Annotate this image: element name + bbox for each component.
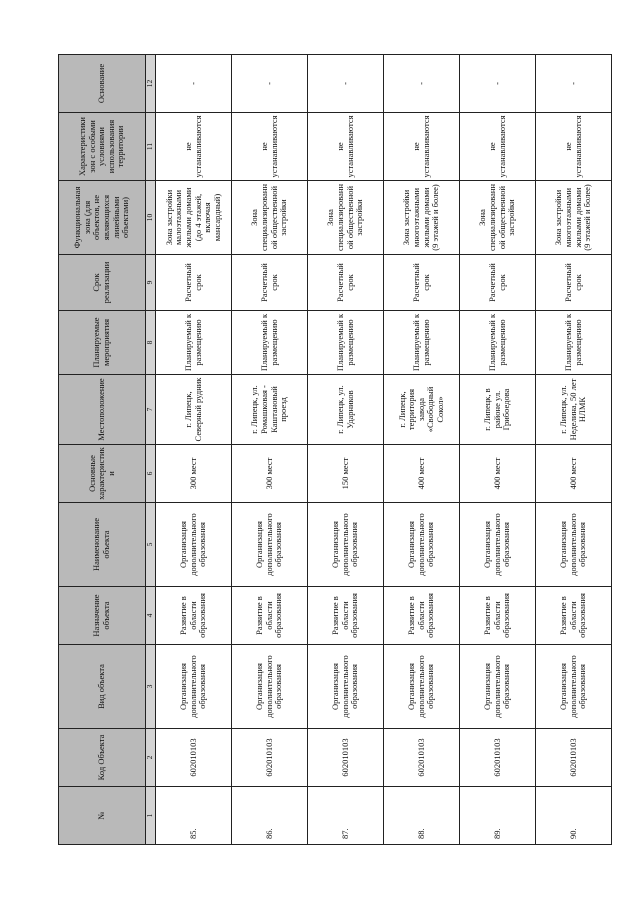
cell-basis: - [384,55,460,113]
cell-number: 87. [308,787,384,845]
cell-basis: - [232,55,308,113]
cell-number: 86. [232,787,308,845]
table-row [308,55,384,845]
col-header-term: Срок реализации [59,255,146,311]
col-number: 9 [146,255,156,311]
cell-type: Организация дополнительного образования [308,645,384,729]
col-header-location: Местоположение [59,375,146,445]
cell-location: г. Липецк, в районе ул. Грибоедова [460,375,536,445]
cell-functional-zone: Зона застройки многоэтажными жилыми домами (9 этажей и более) [384,181,460,255]
cell-activities: Планируемый к размещению [156,311,232,375]
table-row [536,55,612,845]
col-header-basis: Основание [59,55,146,113]
cell-code: 602010103 [384,729,460,787]
table-row [232,55,308,845]
col-number: 2 [146,729,156,787]
cell-name: Организация дополнительного образования [308,503,384,587]
col-number: 10 [146,181,156,255]
col-number: 5 [146,503,156,587]
cell-functional-zone: Зона застройки малоэтажными жилыми домами (до 4 этажей, включая мансардный) [156,181,232,255]
cell-functional-zone: Зона застройки многоэтажными жилыми домами (9 этажей и более) [536,181,612,255]
table-row [156,55,232,845]
cell-basis: - [536,55,612,113]
cell-characteristics: 150 мест [308,445,384,503]
cell-term: Расчетный срок [308,255,384,311]
cell-activities: Планируемый к размещению [384,311,460,375]
cell-code: 602010103 [156,729,232,787]
cell-number: 88. [384,787,460,845]
table-row [460,55,536,845]
col-header-activities: Планируемые мероприятия [59,311,146,375]
rotated-table-wrapper [58,55,598,845]
cell-name: Организация дополнительного образования [384,503,460,587]
col-number: 8 [146,311,156,375]
cell-term: Расчетный срок [384,255,460,311]
cell-basis: - [308,55,384,113]
col-header-purpose: Назначение объекта [59,587,146,645]
col-header-functional-zone: Функциональная зона (для объектов, не являющихся линейными объектами) [59,181,146,255]
cell-characteristics: 300 мест [232,445,308,503]
col-number: 3 [146,645,156,729]
cell-location: г. Липецк, ул. Ромашковая - Каштановый проезд [232,375,308,445]
cell-characteristics: 400 мест [536,445,612,503]
cell-basis: - [460,55,536,113]
cell-purpose: Развитие в области образования [536,587,612,645]
cell-type: Организация дополнительного образования [384,645,460,729]
col-header-code: Код Объекта [59,729,146,787]
cell-type: Организация дополнительного образования [460,645,536,729]
cell-purpose: Развитие в области образования [460,587,536,645]
cell-code: 602010103 [232,729,308,787]
cell-term: Расчетный срок [156,255,232,311]
cell-number: 90. [536,787,612,845]
column-number-row [146,55,156,845]
col-number: 12 [146,55,156,113]
cell-zone-conditions: не устанавливаются [308,113,384,181]
cell-characteristics: 400 мест [460,445,536,503]
col-number: 4 [146,587,156,645]
cell-location: г. Липецк, ул. Ударников [308,375,384,445]
cell-activities: Планируемый к размещению [536,311,612,375]
cell-purpose: Развитие в области образования [156,587,232,645]
cell-purpose: Развитие в области образования [232,587,308,645]
cell-type: Организация дополнительного образования [232,645,308,729]
cell-zone-conditions: не устанавливаются [536,113,612,181]
planned-objects-table [58,54,612,845]
cell-location: г. Липецк, ул. Неделина, 50 лет НЛМК [536,375,612,445]
cell-code: 602010103 [460,729,536,787]
cell-name: Организация дополнительного образования [232,503,308,587]
col-number: 11 [146,113,156,181]
cell-zone-conditions: не устанавливаются [460,113,536,181]
cell-functional-zone: Зона специализированной общественной застройки [232,181,308,255]
cell-functional-zone: Зона специализированной общественной застройки [308,181,384,255]
cell-zone-conditions: не устанавливаются [384,113,460,181]
cell-number: 89. [460,787,536,845]
cell-location: г. Липецк, территория завода «Свободный Сокол» [384,375,460,445]
cell-term: Расчетный срок [232,255,308,311]
cell-term: Расчетный срок [536,255,612,311]
cell-zone-conditions: не устанавливаются [156,113,232,181]
cell-characteristics: 300 мест [156,445,232,503]
cell-zone-conditions: не устанавливаются [232,113,308,181]
col-header-name: Наименование объекта [59,503,146,587]
cell-purpose: Развитие в области образования [384,587,460,645]
cell-type: Организация дополнительного образования [156,645,232,729]
cell-name: Организация дополнительного образования [460,503,536,587]
cell-location: г. Липецк, Северный рудник [156,375,232,445]
cell-name: Организация дополнительного образования [536,503,612,587]
cell-name: Организация дополнительного образования [156,503,232,587]
cell-activities: Планируемый к размещению [232,311,308,375]
cell-activities: Планируемый к размещению [308,311,384,375]
cell-purpose: Развитие в области образования [308,587,384,645]
col-header-characteristics: Основные характеристики [59,445,146,503]
col-number: 7 [146,375,156,445]
cell-number: 85. [156,787,232,845]
cell-activities: Планируемый к размещению [460,311,536,375]
col-header-type: Вид объекта [59,645,146,729]
cell-basis: - [156,55,232,113]
cell-characteristics: 400 мест [384,445,460,503]
col-number: 1 [146,787,156,845]
col-header-number: № [59,787,146,845]
cell-term: Расчетный срок [460,255,536,311]
col-header-zone-conditions: Характеристики зон с особыми условиями использования территории [59,113,146,181]
header-row [59,55,146,845]
cell-code: 602010103 [308,729,384,787]
cell-type: Организация дополнительного образования [536,645,612,729]
col-number: 6 [146,445,156,503]
cell-functional-zone: Зона специализированной общественной застройки [460,181,536,255]
cell-code: 602010103 [536,729,612,787]
table-row [384,55,460,845]
